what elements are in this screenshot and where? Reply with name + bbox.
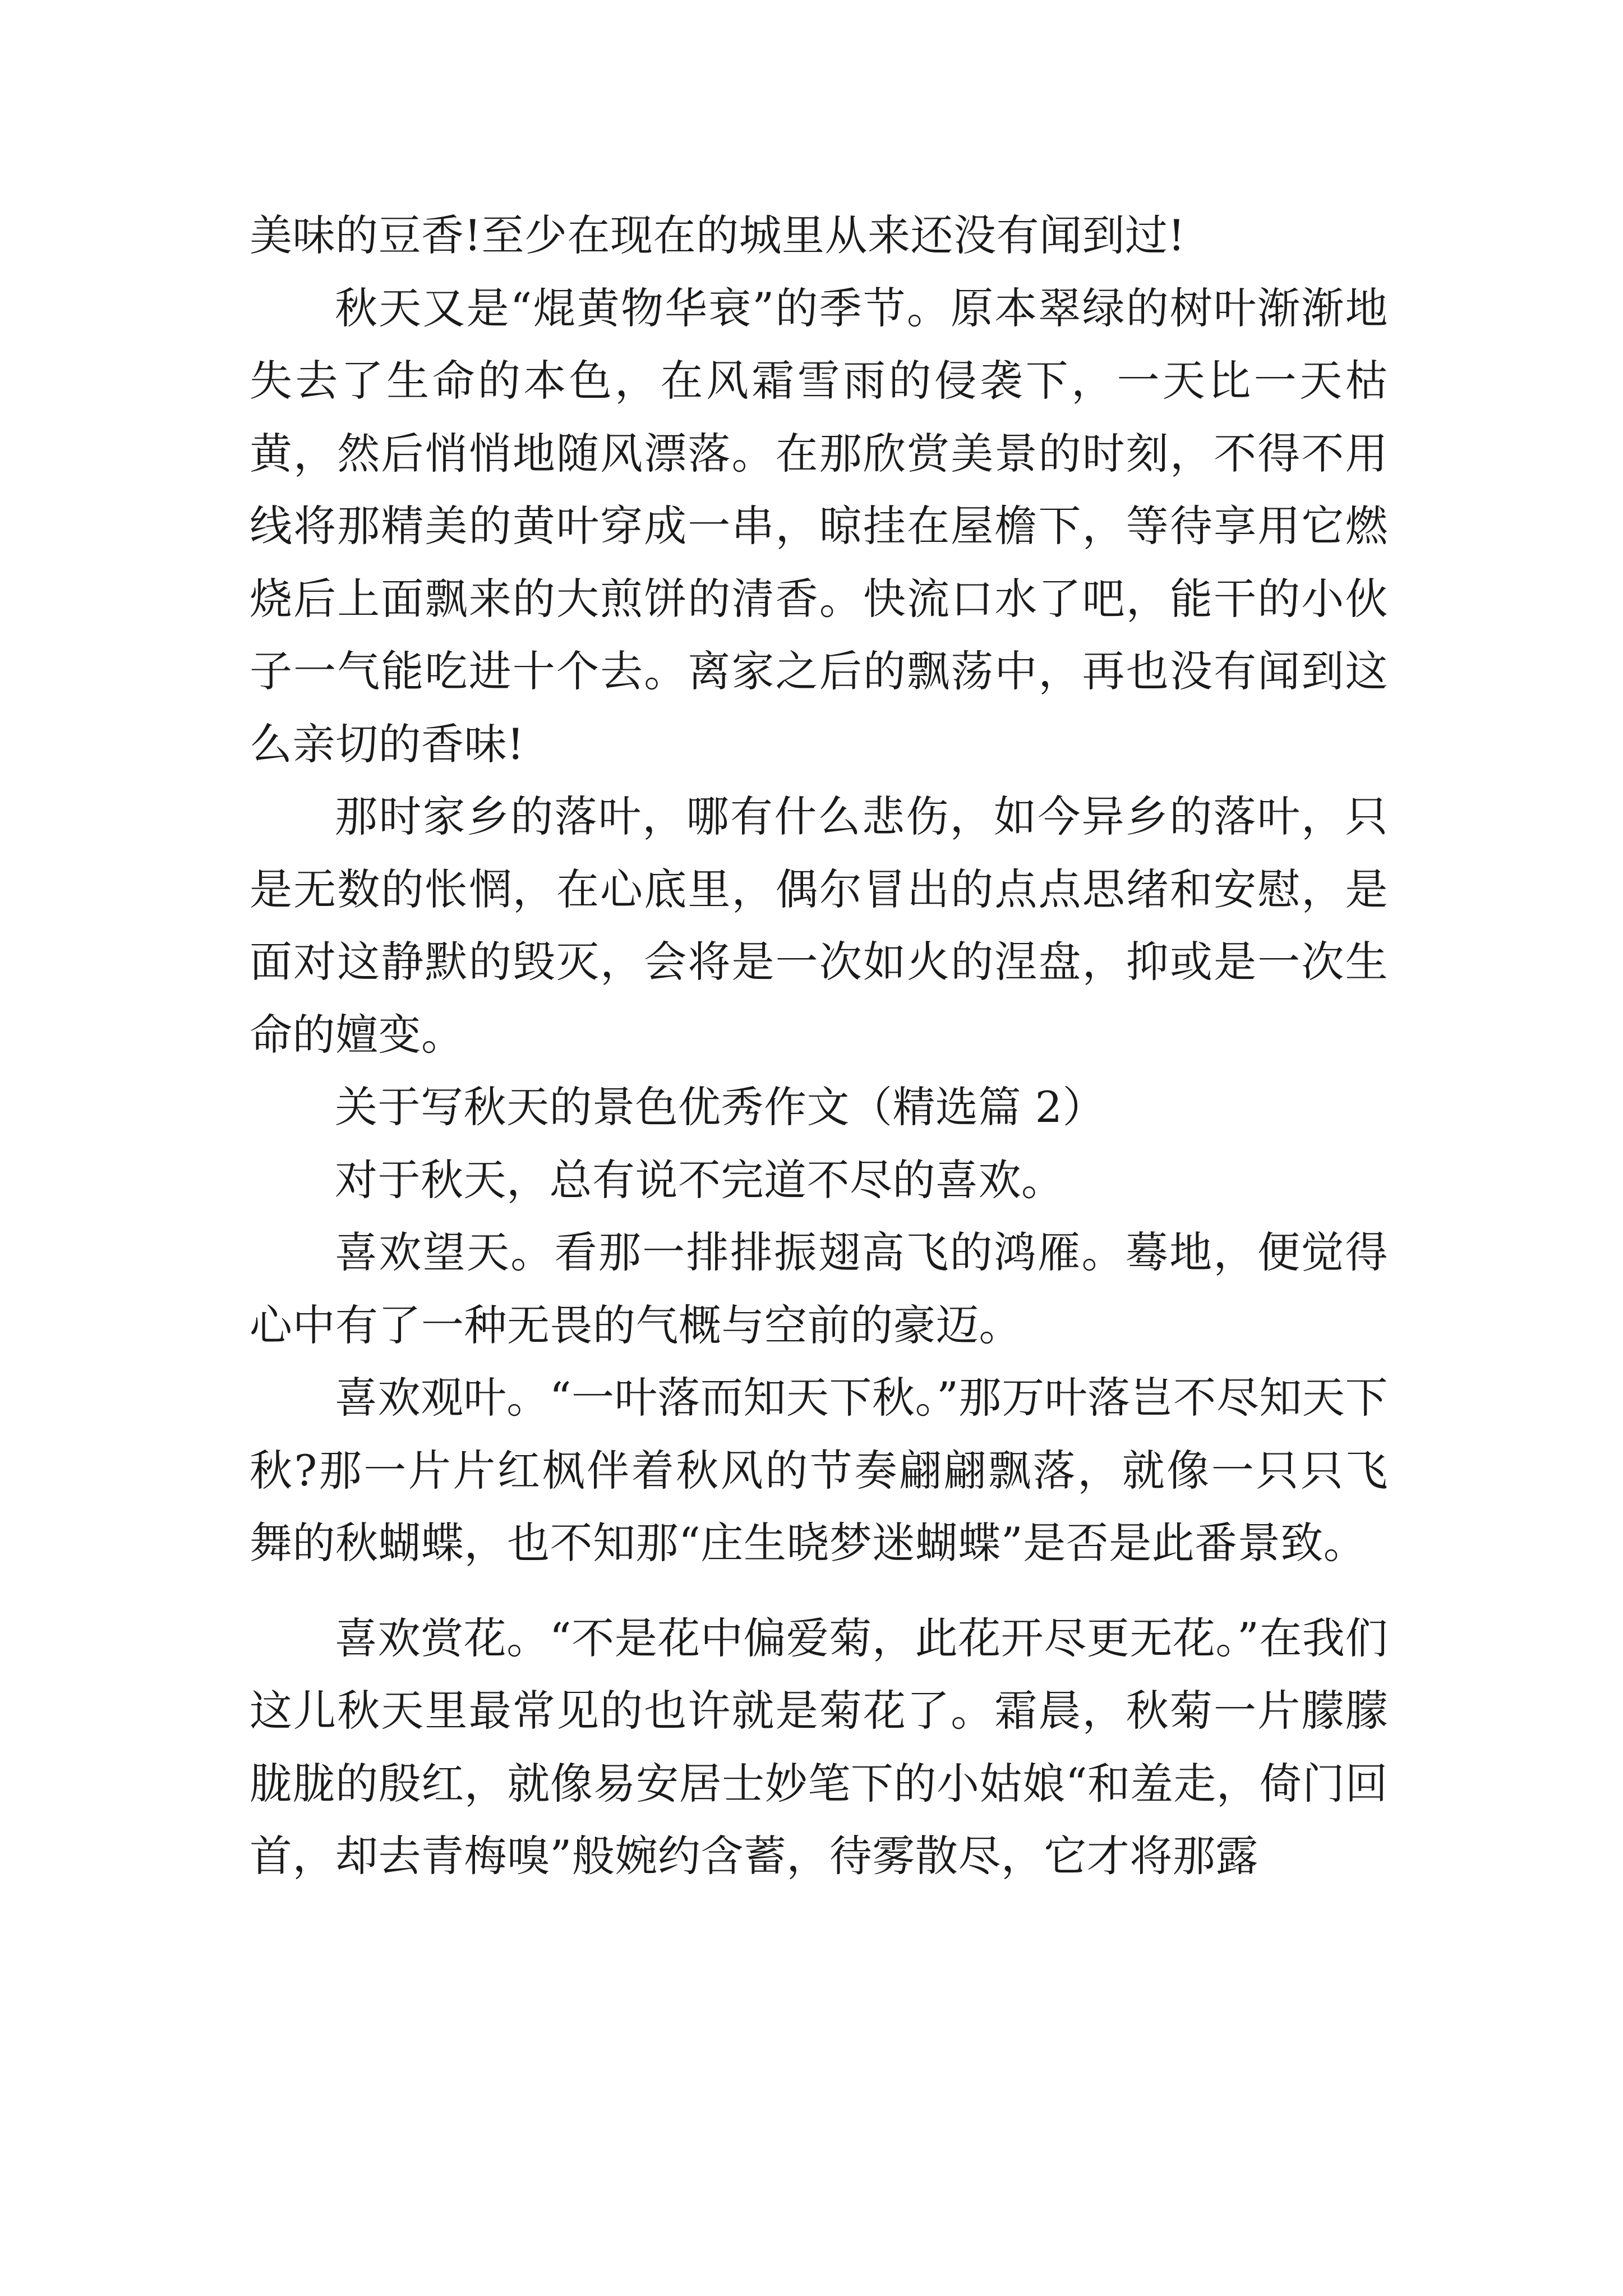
paragraph-continuation: 美味的豆香!至少在现在的城里从来还没有闻到过! — [250, 210, 1186, 260]
document-page — [250, 199, 1388, 1893]
paragraph-watch-leaves: 喜欢观叶。“一叶落而知天下秋。”那万叶落岂不尽知天下秋?那一片片红枫伴着秋风的节奏翩翩飘落，就像一只只飞舞的秋蝴蝶，也不知那“庄生晓梦迷蝴蝶”是否是此番景致。 — [250, 1373, 1388, 1568]
paragraph-hometown-leaves: 那时家乡的落叶，哪有什么悲伤，如今异乡的落叶，只是无数的怅惘，在心底里，偶尔冒出的点点思绪和安慰，是面对这静默的毁灭，会将是一次如火的涅盘，抑或是一次生命的嬗变。 — [250, 792, 1388, 1060]
paragraph-autumn-leaves: 秋天又是“焜黄物华衰”的季节。原本翠绿的树叶渐渐地失去了生命的本色，在风霜雪雨的侵袭下，一天比一天枯黄，然后悄悄地随风漂落。在那欣赏美景的时刻，不得不用线将那精美的黄叶穿成一串，晾挂在屋檐下，等待享用它燃烧后上面飘来的大煎饼的清香。快流口水了吧，能干的小伙子一气能吃进十个去。离家之后的飘荡中，再也没有闻到这么亲切的香味! — [250, 283, 1388, 769]
paragraph-gap — [250, 1580, 1388, 1602]
paragraph-intro: 对于秋天，总有说不完道不尽的喜欢。 — [335, 1154, 1064, 1205]
paragraph-watch-sky: 喜欢望天。看那一排排振翅高飞的鸿雁。蓦地，便觉得心中有了一种无畏的气概与空前的豪迈。 — [250, 1227, 1388, 1350]
essay-title: 关于写秋天的景色优秀作文（精选篇 2） — [335, 1082, 1106, 1132]
paragraph-admire-flowers: 喜欢赏花。“不是花中偏爱菊，此花开尽更无花。”在我们这儿秋天里最常见的也许就是菊花了。霜晨，秋菊一片朦朦胧胧的殷红，就像易安居士妙笔下的小姑娘“和羞走，倚门回首，却去青梅嗅”般婉约含蓄，待雾散尽，它才将那露 — [250, 1613, 1388, 1881]
